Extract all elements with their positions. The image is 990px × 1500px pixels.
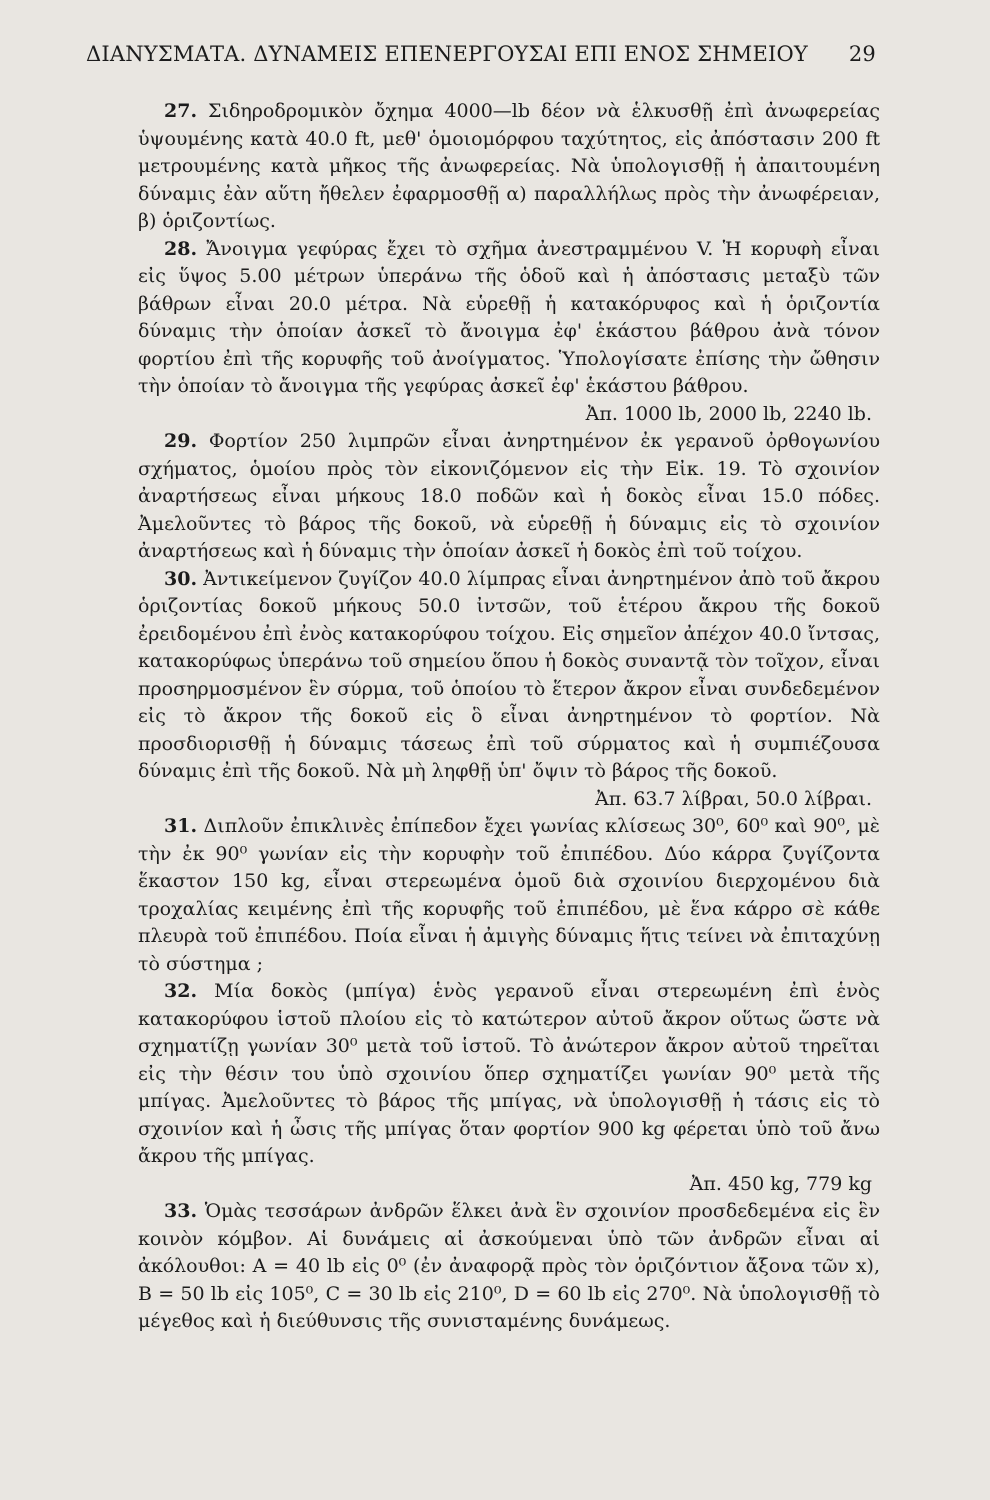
problem-answer: Ἀπ. 450 kg, 779 kg bbox=[689, 1172, 872, 1195]
problem-27 bbox=[138, 98, 880, 236]
problem-number: 28. bbox=[164, 237, 198, 260]
page-number: 29 bbox=[848, 42, 876, 66]
problem-answer: Ἀπ. 63.7 λίβραι, 50.0 λίβραι. bbox=[595, 787, 872, 810]
problem-text: Διπλοῦν ἐπικλινὲς ἐπίπεδον ἔχει γωνίας κλίσεως 30⁰, 60⁰ καὶ 90⁰, μὲ τὴν ἐκ 90⁰ γωνίαν εἰς τὴν κορυφὴν τοῦ ἐπιπέδου. Δύο κάρρα ζυγίζοντα ἕκαστον 150 kg, εἶναι στερεωμένα ὁμοῦ διὰ σχοινίου διερχομένου διὰ τροχαλίας κειμένης ἐπὶ τῆς κορυφῆς τοῦ ἐπιπέδου, μὲ ἕνα κάρρο σὲ κάθε πλευρὰ τοῦ ἐπιπέδου. Ποία εἶναι ἡ ἀμιγὴς δύναμις ἥτις τείνει νὰ ἐπιταχύνῃ τὸ σύστημα ; bbox=[138, 815, 880, 975]
problem-text: Ἄνοιγμα γεφύρας ἔχει τὸ σχῆμα ἀνεστραμμένου V. Ἡ κορυφὴ εἶναι εἰς ὕψος 5.00 μέτρων ὑπεράνω τῆς ὁδοῦ καὶ ἡ ἀπόστασις μεταξὺ τῶν βάθρων εἶναι 20.0 μέτρα. Νὰ εὑρεθῇ ἡ κατακόρυφος καὶ ἡ ὁριζοντία δύναμις τὴν ὁποίαν ἀσκεῖ τὸ ἄνοιγμα ἐφ' ἑκάστου βάθρου ἀνὰ τόνον φορτίου ἐπὶ τῆς κορυφῆς τοῦ ἀνοίγματος. Ὑπολογίσατε ἐπίσης τὴν ὤθησιν τὴν ὁποίαν τὸ ἄνοιγμα τῆς γεφύρας ἀσκεῖ ἐφ' ἑκάστου βάθρου. bbox=[138, 237, 880, 397]
problem-number: 27. bbox=[164, 100, 198, 122]
problem-33 bbox=[138, 1198, 880, 1336]
problem-answer: Ἀπ. 1000 lb, 2000 lb, 2240 lb. bbox=[585, 402, 872, 425]
problem-30 bbox=[138, 566, 880, 814]
problem-32 bbox=[138, 978, 880, 1198]
problem-28 bbox=[138, 236, 880, 429]
problem-number: 29. bbox=[164, 430, 198, 452]
problem-text: Σιδηροδρομικὸν ὄχημα 4000—lb δέον νὰ ἑλκυσθῇ ἐπὶ ἀνωφερείας ὑψουμένης κατὰ 40.0 ft, μεθ' ὁμοιομόρφου ταχύτητος, εἰς ἀπόστασιν 200 ft μετρουμένης κατὰ μῆκος τῆς ἀνωφερείας. Νὰ ὑπολογισθῇ ἡ ἀπαιτουμένη δύναμις ἐὰν αὕτη ἤθελεν ἐφαρμοσθῇ α) παραλλήλως πρὸς τὴν ἀνωφέρειαν, β) ὁριζοντίως. bbox=[138, 100, 880, 232]
problem-list bbox=[138, 98, 880, 1336]
problem-number: 33. bbox=[164, 1200, 198, 1222]
problem-number: 31. bbox=[164, 815, 198, 837]
problem-text: Φορτίον 250 λιμπρῶν εἶναι ἀνηρτημένον ἐκ γερανοῦ ὀρθογωνίου σχήματος, ὁμοίου πρὸς τὸν εἰκονιζόμενον εἰς τὴν Εἰκ. 19. Τὸ σχοινίον ἀναρτήσεως εἶναι μήκους 18.0 ποδῶν καὶ ἡ δοκὸς εἶναι 15.0 πόδες. Ἀμελοῦντες τὸ βάρος τῆς δοκοῦ, νὰ εὑρεθῇ ἡ δύναμις εἰς τὸ σχοινίον ἀναρτήσεως καὶ ἡ δύναμις τὴν ὁποίαν ἀσκεῖ ἡ δοκὸς ἐπὶ τοῦ τοίχου. bbox=[138, 430, 880, 562]
running-head bbox=[86, 42, 876, 74]
running-head-title: ΔΙΑΝΥΣΜΑΤΑ. ΔΥΝΑΜΕΙΣ ΕΠΕΝΕΡΓΟΥΣΑΙ ΕΠΙ ΕΝΟΣ ΣΗΜΕΙΟΥ bbox=[86, 42, 808, 66]
problem-number: 32. bbox=[164, 980, 198, 1002]
problem-text: Ὁμὰς τεσσάρων ἀνδρῶν ἕλκει ἀνὰ ἓν σχοινίον προσδεδεμένα εἰς ἓν κοινὸν κόμβον. Αἱ δυνάμεις αἱ ἀσκούμεναι ὑπὸ τῶν ἀνδρῶν εἶναι αἱ ἀκόλουθοι: A = 40 lb εἰς 0⁰ (ἐν ἀναφορᾷ πρὸς τὸν ὁριζόντιον ἄξονα τῶν x), B = 50 lb εἰς 105⁰, C = 30 lb εἰς 210⁰, D = 60 lb εἰς 270⁰. Νὰ ὑπολογισθῇ τὸ μέγεθος καὶ ἡ διεύθυνσις τῆς συνισταμένης δυνάμεως. bbox=[138, 1200, 880, 1332]
problem-29 bbox=[138, 428, 880, 566]
problem-number: 30. bbox=[164, 567, 198, 590]
problem-text: Ἀντικείμενον ζυγίζον 40.0 λίμπρας εἶναι ἀνηρτημένον ἀπὸ τοῦ ἄκρου ὁριζοντίας δοκοῦ μήκους 50.0 ἰντσῶν, τοῦ ἑτέρου ἄκρου τῆς δοκοῦ ἐρειδομένου ἐπὶ ἐνὸς κατακορύφου τοίχου. Εἰς σημεῖον ἀπέχον 40.0 ἴντσας, κατακορύφως ὑπεράνω τοῦ σημείου ὅπου ἡ δοκὸς συναντᾷ τὸν τοῖχον, εἶναι προσηρμοσμένον ἓν σύρμα, τοῦ ὁποίου τὸ ἕτερον ἄκρον εἶναι συνδεδεμένον εἰς τὸ ἄκρον τῆς δοκοῦ εἰς ὃ εἶναι ἀνηρτημένον τὸ φορτίον. Νὰ προσδιορισθῇ ἡ δύναμις τάσεως ἐπὶ τοῦ σύρματος καὶ ἡ συμπιέζουσα δύναμις ἐπὶ τῆς δοκοῦ. Νὰ μὴ ληφθῇ ὑπ' ὄψιν τὸ βάρος τῆς δοκοῦ. bbox=[138, 567, 880, 782]
problem-text: Μία δοκὸς (μπίγα) ἑνὸς γερανοῦ εἶναι στερεωμένη ἐπὶ ἑνὸς κατακορύφου ἱστοῦ πλοίου εἰς τὸ κατώτερον αὐτοῦ ἄκρον οὕτως ὥστε νὰ σχηματίζῃ γωνίαν 30⁰ μετὰ τοῦ ἱστοῦ. Τὸ ἀνώτερον ἄκρον αὐτοῦ τηρεῖται εἰς τὴν θέσιν του ὑπὸ σχοινίου ὅπερ σχηματίζει γωνίαν 90⁰ μετὰ τῆς μπίγας. Ἀμελοῦντες τὸ βάρος τῆς μπίγας, νὰ ὑπολογισθῇ ἡ τάσις εἰς τὸ σχοινίον καὶ ἡ ὦσις τῆς μπίγας ὅταν φορτίον 900 kg φέρεται ὑπὸ τοῦ ἄνω ἄκρου τῆς μπίγας. bbox=[138, 980, 880, 1167]
problem-31 bbox=[138, 813, 880, 978]
